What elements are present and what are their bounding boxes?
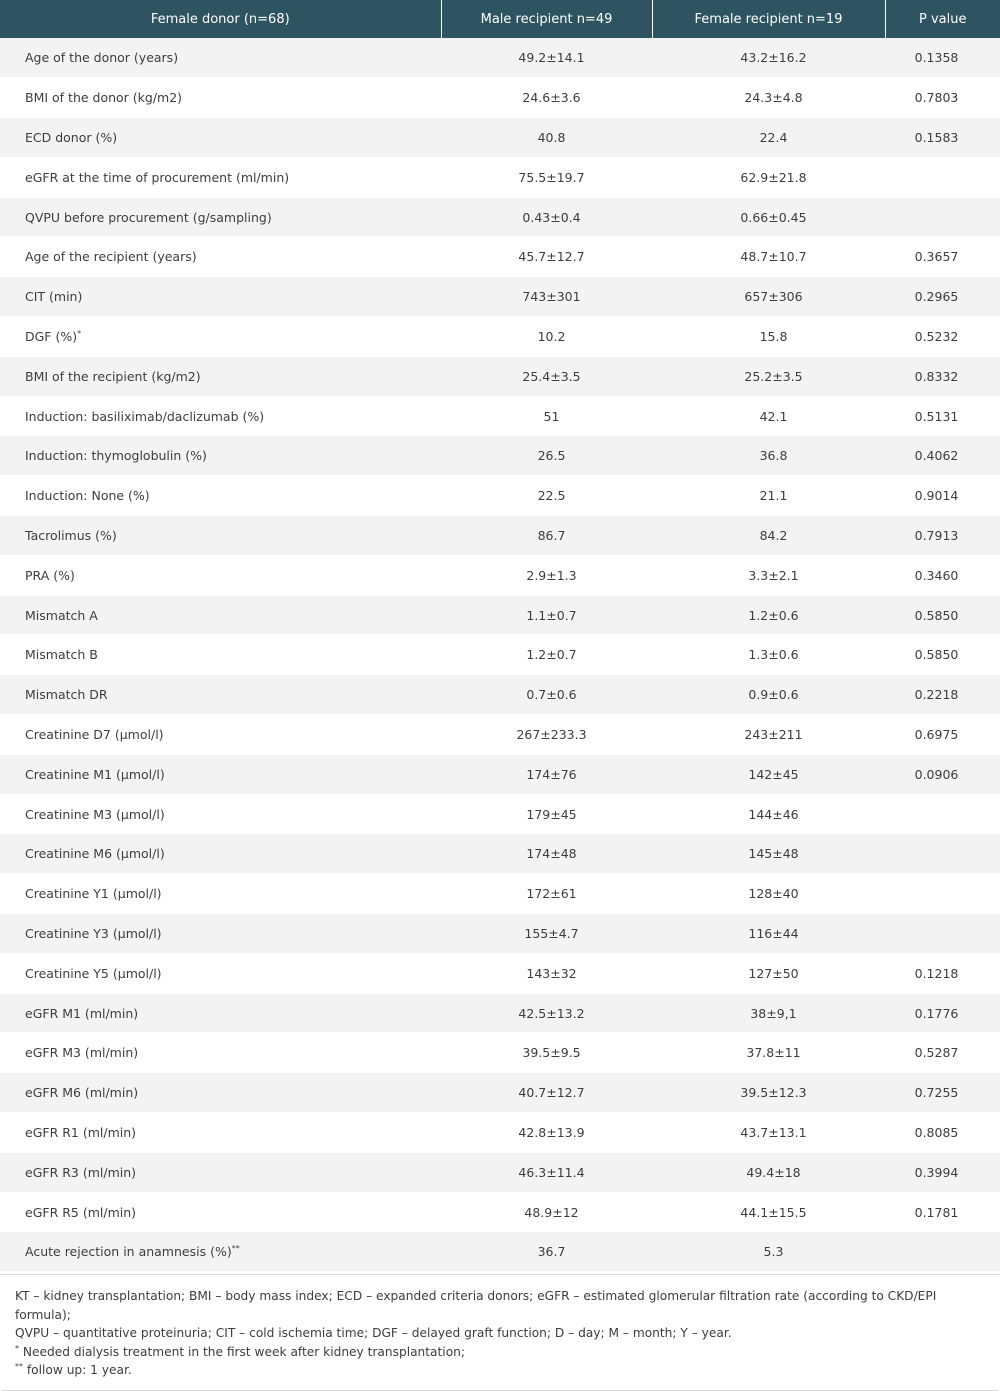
table-row xyxy=(0,874,1000,914)
row-label-cell xyxy=(0,396,441,436)
table-row xyxy=(0,38,1000,78)
row-label: eGFR M3 (ml/min) xyxy=(25,1045,139,1061)
table-row xyxy=(0,953,1000,993)
female-recipient-value: 36.8 xyxy=(652,436,885,476)
female-recipient-value: 657±306 xyxy=(652,277,885,317)
p-value xyxy=(885,157,1000,197)
table-row xyxy=(0,555,1000,595)
row-label: Induction: thymoglobulin (%) xyxy=(25,448,207,464)
row-footnote-marker: ** xyxy=(231,1244,240,1254)
male-recipient-value: 155±4.7 xyxy=(441,914,652,954)
male-recipient-value: 174±48 xyxy=(441,834,652,874)
row-label: Mismatch B xyxy=(25,647,98,663)
male-recipient-value: 51 xyxy=(441,396,652,436)
table-row xyxy=(0,476,1000,516)
row-label-cell xyxy=(0,436,441,476)
footnote-abbreviations-2: QVPU – quantitative proteinuria; CIT – cold ischemia time; DGF – delayed graft function; D – day; M – month; Y – year. xyxy=(15,1326,732,1341)
row-label: Age of the recipient (years) xyxy=(25,249,197,265)
p-value: 0.7913 xyxy=(885,516,1000,556)
male-recipient-value: 42.8±13.9 xyxy=(441,1113,652,1153)
row-label-cell xyxy=(0,834,441,874)
row-label: Mismatch A xyxy=(25,607,98,623)
male-recipient-value: 49.2±14.1 xyxy=(441,38,652,78)
female-recipient-value: 49.4±18 xyxy=(652,1152,885,1192)
row-label: eGFR at the time of procurement (ml/min) xyxy=(25,169,290,185)
table-row xyxy=(0,396,1000,436)
male-recipient-value: 174±76 xyxy=(441,754,652,794)
row-label: Induction: None (%) xyxy=(25,488,150,504)
row-label: Mismatch DR xyxy=(25,687,108,703)
row-label-cell xyxy=(0,754,441,794)
male-recipient-value: 0.43±0.4 xyxy=(441,197,652,237)
row-label-cell xyxy=(0,237,441,277)
p-value xyxy=(885,914,1000,954)
row-label: BMI of the donor (kg/m2) xyxy=(25,90,183,106)
header-female-recipient: Female recipient n=19 xyxy=(652,0,885,38)
p-value: 0.1781 xyxy=(885,1192,1000,1232)
female-recipient-value: 62.9±21.8 xyxy=(652,157,885,197)
row-label: Creatinine Y3 (µmol/l) xyxy=(25,925,162,941)
row-label-cell xyxy=(0,356,441,396)
table-row xyxy=(0,277,1000,317)
row-label: ECD donor (%) xyxy=(25,129,118,145)
p-value: 0.1583 xyxy=(885,118,1000,158)
female-recipient-value: 0.66±0.45 xyxy=(652,197,885,237)
row-label-cell xyxy=(0,476,441,516)
female-recipient-value: 3.3±2.1 xyxy=(652,555,885,595)
table-row xyxy=(0,834,1000,874)
row-label-cell xyxy=(0,78,441,118)
female-recipient-value: 39.5±12.3 xyxy=(652,1073,885,1113)
male-recipient-value: 36.7 xyxy=(441,1232,652,1272)
header-male-recipient: Male recipient n=49 xyxy=(441,0,652,38)
table-row xyxy=(0,794,1000,834)
p-value: 0.7255 xyxy=(885,1073,1000,1113)
row-label: eGFR M1 (ml/min) xyxy=(25,1005,139,1021)
row-label: eGFR M6 (ml/min) xyxy=(25,1085,139,1101)
p-value xyxy=(885,1232,1000,1272)
female-recipient-value: 43.7±13.1 xyxy=(652,1113,885,1153)
row-label-cell xyxy=(0,197,441,237)
table-row xyxy=(0,516,1000,556)
male-recipient-value: 46.3±11.4 xyxy=(441,1152,652,1192)
p-value: 0.2218 xyxy=(885,675,1000,715)
female-recipient-value: 128±40 xyxy=(652,874,885,914)
row-label-cell xyxy=(0,118,441,158)
row-label-cell xyxy=(0,38,441,78)
female-recipient-value: 43.2±16.2 xyxy=(652,38,885,78)
female-recipient-value: 243±211 xyxy=(652,715,885,755)
table-row xyxy=(0,1073,1000,1113)
row-label: eGFR R3 (ml/min) xyxy=(25,1164,137,1180)
male-recipient-value: 40.8 xyxy=(441,118,652,158)
male-recipient-value: 40.7±12.7 xyxy=(441,1073,652,1113)
female-recipient-value: 0.9±0.6 xyxy=(652,675,885,715)
p-value: 0.7803 xyxy=(885,78,1000,118)
p-value: 0.8332 xyxy=(885,356,1000,396)
table-row xyxy=(0,675,1000,715)
row-label-cell xyxy=(0,1152,441,1192)
table-row xyxy=(0,914,1000,954)
female-recipient-value: 1.2±0.6 xyxy=(652,595,885,635)
female-recipient-value: 84.2 xyxy=(652,516,885,556)
p-value xyxy=(885,874,1000,914)
row-label: Induction: basiliximab/daclizumab (%) xyxy=(25,408,265,424)
table-row xyxy=(0,993,1000,1033)
row-label: CIT (min) xyxy=(25,289,83,305)
p-value: 0.1776 xyxy=(885,993,1000,1033)
p-value: 0.6975 xyxy=(885,715,1000,755)
row-label-cell xyxy=(0,715,441,755)
row-label: Acute rejection in anamnesis (%) xyxy=(25,1244,232,1260)
p-value: 0.1218 xyxy=(885,953,1000,993)
female-recipient-value: 145±48 xyxy=(652,834,885,874)
row-label: Tacrolimus (%) xyxy=(25,527,117,543)
table-row xyxy=(0,436,1000,476)
male-recipient-value: 45.7±12.7 xyxy=(441,237,652,277)
table-row xyxy=(0,715,1000,755)
p-value: 0.5232 xyxy=(885,317,1000,357)
header-p-value: P value xyxy=(885,0,1000,38)
female-recipient-value: 37.8±11 xyxy=(652,1033,885,1073)
header-female-donor: Female donor (n=68) xyxy=(0,0,441,38)
table-row xyxy=(0,1192,1000,1232)
male-recipient-value: 743±301 xyxy=(441,277,652,317)
row-label-cell xyxy=(0,1232,441,1272)
p-value: 0.5287 xyxy=(885,1033,1000,1073)
male-recipient-value: 10.2 xyxy=(441,317,652,357)
p-value: 0.9014 xyxy=(885,476,1000,516)
table-row xyxy=(0,317,1000,357)
male-recipient-value: 42.5±13.2 xyxy=(441,993,652,1033)
table-row xyxy=(0,1113,1000,1153)
table-row xyxy=(0,356,1000,396)
row-label: Creatinine D7 (µmol/l) xyxy=(25,726,164,742)
table-row xyxy=(0,197,1000,237)
male-recipient-value: 22.5 xyxy=(441,476,652,516)
p-value: 0.3460 xyxy=(885,555,1000,595)
female-recipient-value: 25.2±3.5 xyxy=(652,356,885,396)
footnote-marker-double: ** xyxy=(15,1362,23,1372)
row-label: Creatinine M3 (µmol/l) xyxy=(25,806,165,822)
female-recipient-value: 22.4 xyxy=(652,118,885,158)
row-label: PRA (%) xyxy=(25,567,75,583)
female-recipient-value: 44.1±15.5 xyxy=(652,1192,885,1232)
row-label-cell xyxy=(0,516,441,556)
p-value xyxy=(885,834,1000,874)
header-row xyxy=(0,0,1000,38)
row-label: eGFR R5 (ml/min) xyxy=(25,1204,137,1220)
table-row xyxy=(0,595,1000,635)
row-label-cell xyxy=(0,635,441,675)
p-value xyxy=(885,197,1000,237)
table-row xyxy=(0,1232,1000,1272)
table-row xyxy=(0,118,1000,158)
row-label-cell xyxy=(0,874,441,914)
table-row xyxy=(0,1152,1000,1192)
p-value xyxy=(885,794,1000,834)
female-recipient-value: 116±44 xyxy=(652,914,885,954)
table-row xyxy=(0,78,1000,118)
male-recipient-value: 179±45 xyxy=(441,794,652,834)
male-recipient-value: 143±32 xyxy=(441,953,652,993)
table-row xyxy=(0,635,1000,675)
female-recipient-value: 142±45 xyxy=(652,754,885,794)
row-label: QVPU before procurement (g/sampling) xyxy=(25,209,272,225)
row-label: BMI of the recipient (kg/m2) xyxy=(25,368,201,384)
female-recipient-value: 42.1 xyxy=(652,396,885,436)
row-label: Creatinine Y5 (µmol/l) xyxy=(25,965,162,981)
row-label-cell xyxy=(0,914,441,954)
female-recipient-value: 24.3±4.8 xyxy=(652,78,885,118)
p-value: 0.0906 xyxy=(885,754,1000,794)
p-value: 0.1358 xyxy=(885,38,1000,78)
row-label-cell xyxy=(0,1033,441,1073)
row-footnote-marker: * xyxy=(77,328,82,338)
female-recipient-value: 38±9,1 xyxy=(652,993,885,1033)
row-label: Creatinine M6 (µmol/l) xyxy=(25,846,165,862)
male-recipient-value: 26.5 xyxy=(441,436,652,476)
row-label-cell xyxy=(0,1192,441,1232)
table-row xyxy=(0,237,1000,277)
p-value: 0.8085 xyxy=(885,1113,1000,1153)
row-label-cell xyxy=(0,1073,441,1113)
table-header xyxy=(0,0,1000,38)
female-recipient-value: 48.7±10.7 xyxy=(652,237,885,277)
male-recipient-value: 75.5±19.7 xyxy=(441,157,652,197)
p-value: 0.3657 xyxy=(885,237,1000,277)
table-footnotes xyxy=(0,1274,1000,1390)
footnote-abbreviations-1: KT – kidney transplantation; BMI – body mass index; ECD – expanded criteria donors; eGFR – estimated glomerular filtration rate (according to CKD/EPI formula); xyxy=(15,1289,937,1322)
footnote-marker-single: * xyxy=(15,1343,19,1353)
row-label: Creatinine Y1 (µmol/l) xyxy=(25,886,162,902)
male-recipient-value: 86.7 xyxy=(441,516,652,556)
row-label-cell xyxy=(0,317,441,357)
table-row xyxy=(0,754,1000,794)
table-row xyxy=(0,157,1000,197)
female-recipient-value: 144±46 xyxy=(652,794,885,834)
male-recipient-value: 2.9±1.3 xyxy=(441,555,652,595)
footnote-dgf xyxy=(15,1343,985,1362)
male-recipient-value: 267±233.3 xyxy=(441,715,652,755)
row-label-cell xyxy=(0,993,441,1033)
row-label: Age of the donor (years) xyxy=(25,50,179,66)
row-label-cell xyxy=(0,675,441,715)
row-label-cell xyxy=(0,794,441,834)
row-label-cell xyxy=(0,595,441,635)
footnote-followup xyxy=(15,1361,985,1380)
p-value: 0.5131 xyxy=(885,396,1000,436)
table-body xyxy=(0,38,1000,1272)
male-recipient-value: 25.4±3.5 xyxy=(441,356,652,396)
footnote-followup-text: follow up: 1 year. xyxy=(23,1363,132,1378)
p-value: 0.2965 xyxy=(885,277,1000,317)
male-recipient-value: 39.5±9.5 xyxy=(441,1033,652,1073)
female-recipient-value: 1.3±0.6 xyxy=(652,635,885,675)
male-recipient-value: 48.9±12 xyxy=(441,1192,652,1232)
male-recipient-value: 172±61 xyxy=(441,874,652,914)
row-label-cell xyxy=(0,157,441,197)
row-label: DGF (%) xyxy=(25,328,78,344)
male-recipient-value: 1.1±0.7 xyxy=(441,595,652,635)
p-value: 0.3994 xyxy=(885,1152,1000,1192)
female-recipient-value: 127±50 xyxy=(652,953,885,993)
row-label: eGFR R1 (ml/min) xyxy=(25,1124,137,1140)
row-label-cell xyxy=(0,1113,441,1153)
table-row xyxy=(0,1033,1000,1073)
p-value: 0.5850 xyxy=(885,635,1000,675)
male-recipient-value: 0.7±0.6 xyxy=(441,675,652,715)
p-value: 0.5850 xyxy=(885,595,1000,635)
footnote-dgf-text: Needed dialysis treatment in the first week after kidney transplantation; xyxy=(19,1344,465,1359)
male-recipient-value: 1.2±0.7 xyxy=(441,635,652,675)
row-label: Creatinine M1 (µmol/l) xyxy=(25,766,165,782)
male-recipient-value: 24.6±3.6 xyxy=(441,78,652,118)
row-label-cell xyxy=(0,277,441,317)
row-label-cell xyxy=(0,953,441,993)
p-value: 0.4062 xyxy=(885,436,1000,476)
female-recipient-value: 5.3 xyxy=(652,1232,885,1272)
female-recipient-value: 15.8 xyxy=(652,317,885,357)
female-recipient-value: 21.1 xyxy=(652,476,885,516)
row-label-cell xyxy=(0,555,441,595)
